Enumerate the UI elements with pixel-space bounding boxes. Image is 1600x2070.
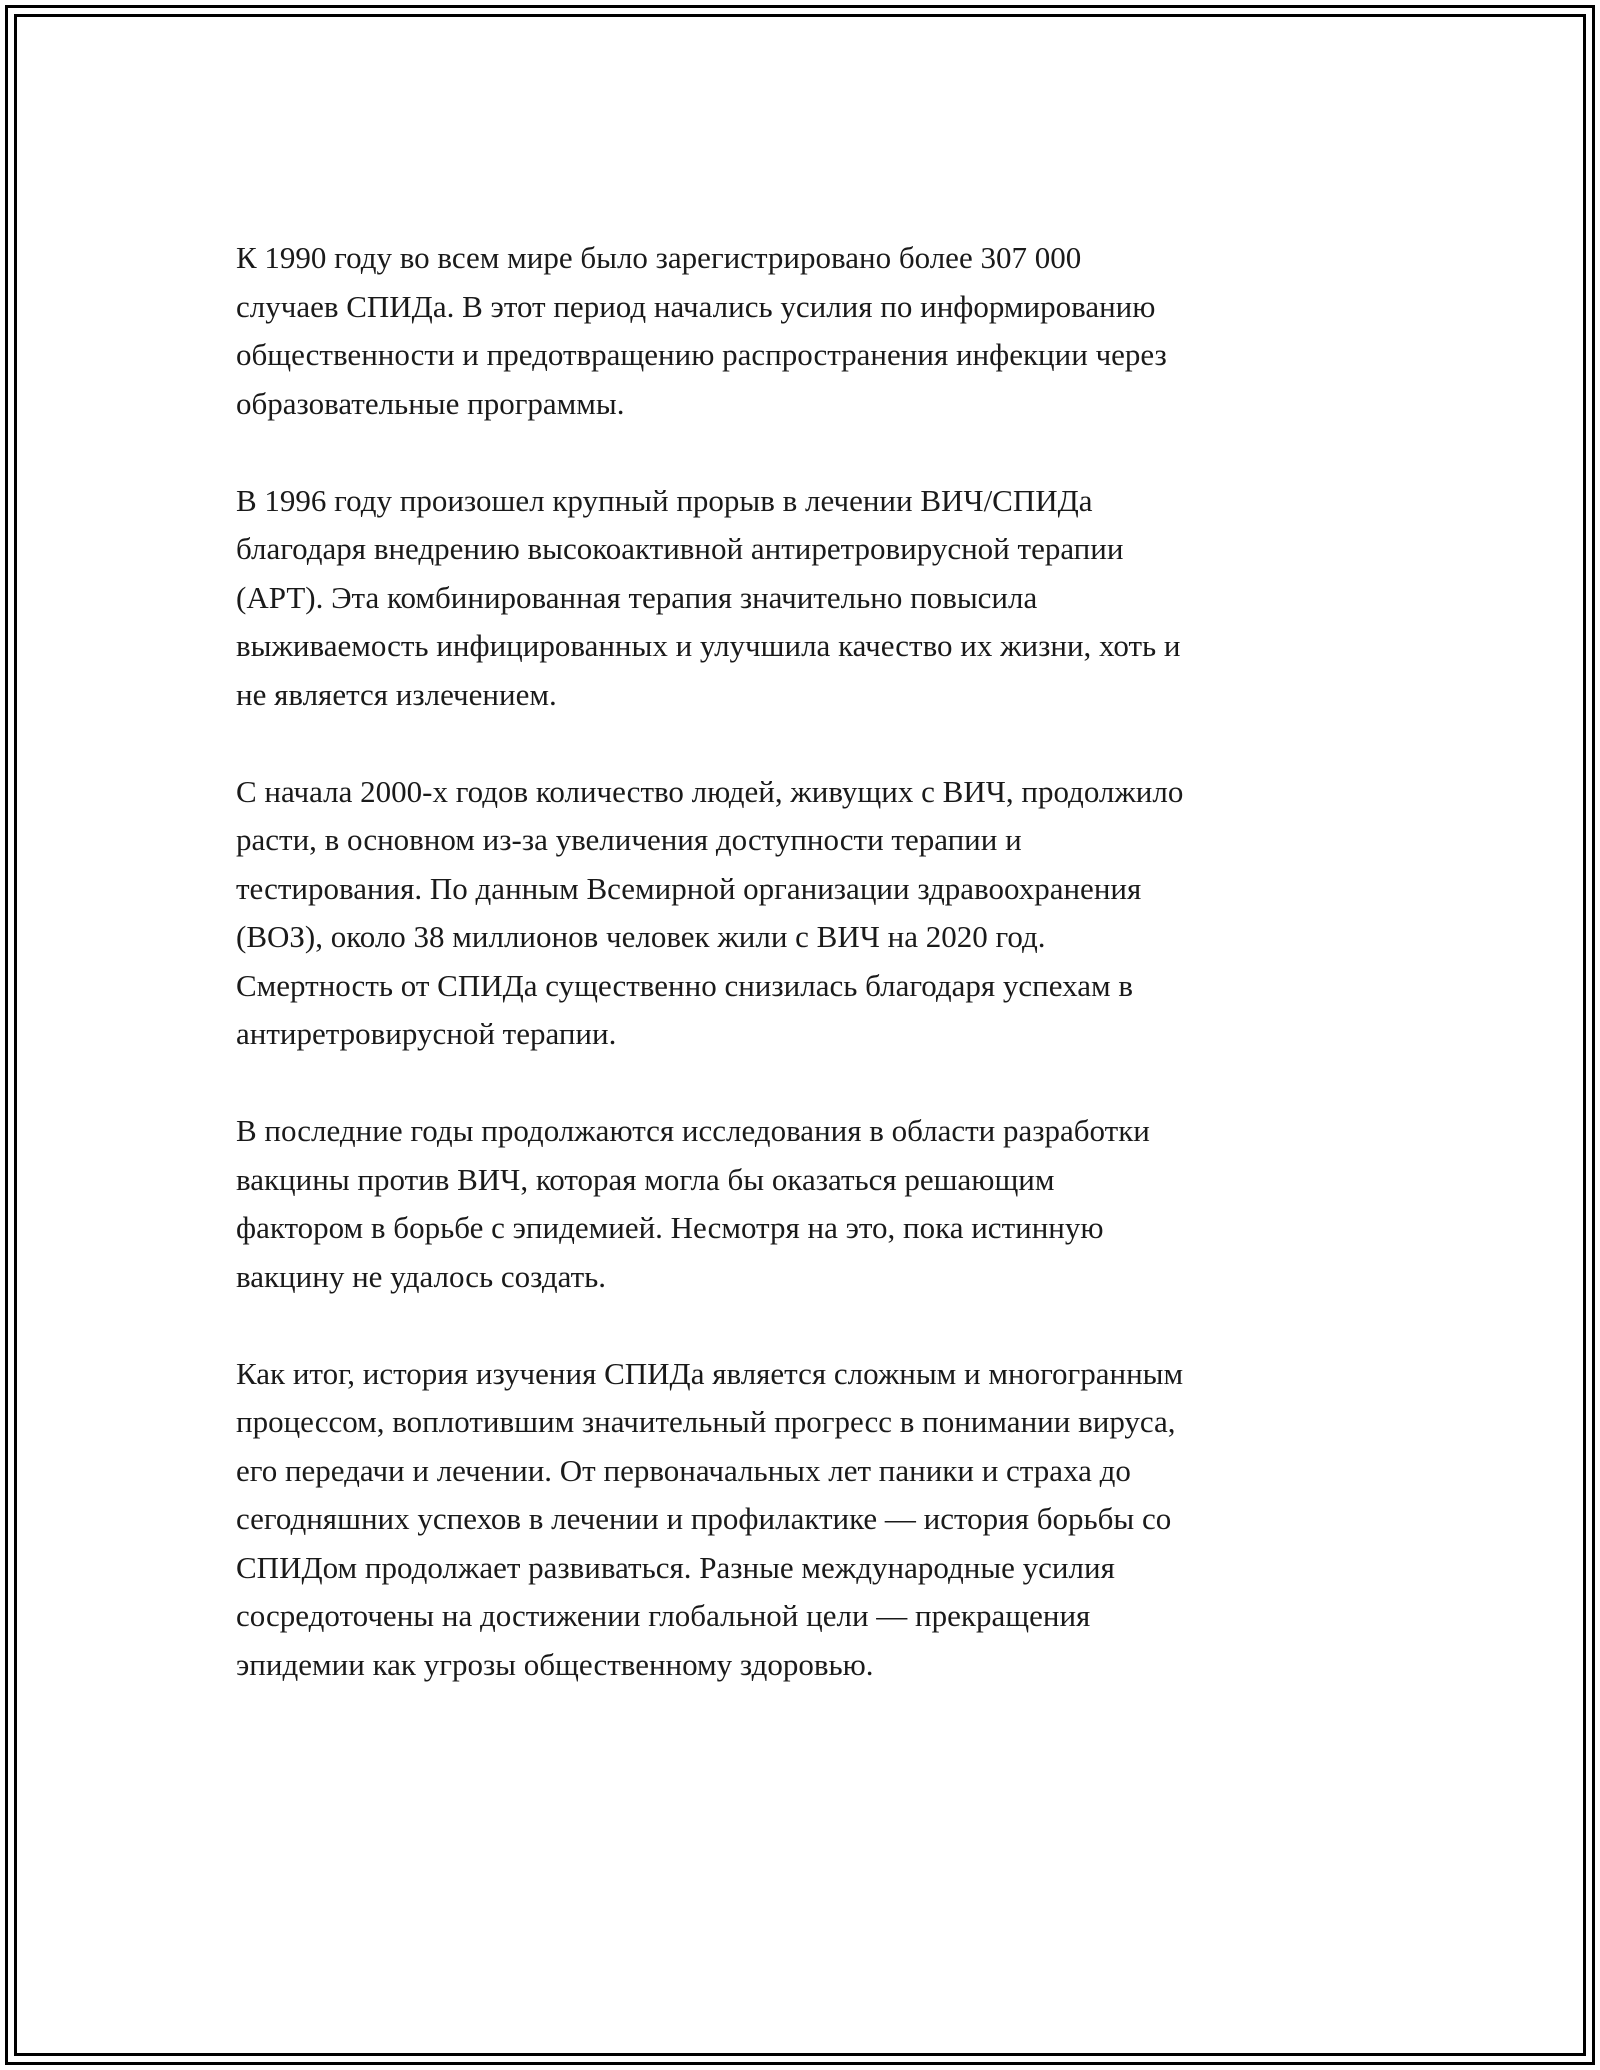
- text-line: (ВОЗ), около 38 миллионов человек жили с ВИЧ на 2020 год.: [236, 919, 1046, 954]
- text-line: его передачи и лечении. От первоначальных лет паники и страха до: [236, 1452, 1131, 1488]
- text-line: К 1990 году во всем мире было зарегистрировано более 307 000: [236, 240, 1082, 275]
- text-line: общественности и предотвращению распространения инфекции через: [236, 337, 1167, 372]
- paragraph-vaccine-research: [236, 1107, 1381, 1301]
- text-line: С начала 2000-х годов количество людей, живущих с ВИЧ, продолжило: [236, 773, 1184, 809]
- text-line: выживаемость инфицированных и улучшила качество их жизни, хоть и: [236, 628, 1181, 663]
- text-line: СПИДом продолжает развиваться. Разные международные усилия: [236, 1549, 1115, 1585]
- text-line: образовательные программы.: [236, 385, 625, 421]
- text-line: не является излечением.: [236, 676, 557, 712]
- paragraph-1996-art: [236, 477, 1381, 720]
- text-line: Как итог, история изучения СПИДа является сложным и многогранным: [236, 1355, 1184, 1391]
- text-line: сосредоточены на достижении глобальной цели — прекращения: [236, 1598, 1091, 1633]
- text-line: случаев СПИДа. В этот период начались усилия по информированию: [236, 288, 1156, 324]
- text-line: процессом, воплотившим значительный прогресс в понимании вируса,: [236, 1404, 1176, 1439]
- text-line: (АРТ). Эта комбинированная терапия значительно повысила: [236, 579, 1038, 615]
- paragraph-conclusion: [236, 1350, 1381, 1690]
- paragraph-1990-cases: [236, 234, 1381, 428]
- text-line: Смертность от СПИДа существенно снизилась благодаря успехам в: [236, 967, 1133, 1003]
- text-line: тестирования. По данным Всемирной организации здравоохранения: [236, 870, 1142, 906]
- text-line: эпидемии как угрозы общественному здоровью.: [236, 1646, 874, 1682]
- text-line: В последние годы продолжаются исследования в области разработки: [236, 1113, 1150, 1148]
- text-line: вакцины против ВИЧ, которая могла бы оказаться решающим: [236, 1161, 1055, 1197]
- text-line: сегодняшних успехов в лечении и профилактике — история борьбы со: [236, 1501, 1172, 1536]
- text-line: благодаря внедрению высокоактивной антиретровирусной терапии: [236, 531, 1124, 566]
- document-body: [236, 234, 1381, 1738]
- text-line: В 1996 году произошел крупный прорыв в лечении ВИЧ/СПИДа: [236, 482, 1093, 518]
- text-line: расти, в основном из-за увеличения доступности терапии и: [236, 822, 1022, 857]
- text-line: фактором в борьбе с эпидемией. Несмотря на это, пока истинную: [236, 1210, 1104, 1245]
- text-line: вакцину не удалось создать.: [236, 1258, 607, 1294]
- paragraph-2000s-growth: [236, 768, 1381, 1059]
- text-line: антиретровирусной терапии.: [236, 1016, 617, 1051]
